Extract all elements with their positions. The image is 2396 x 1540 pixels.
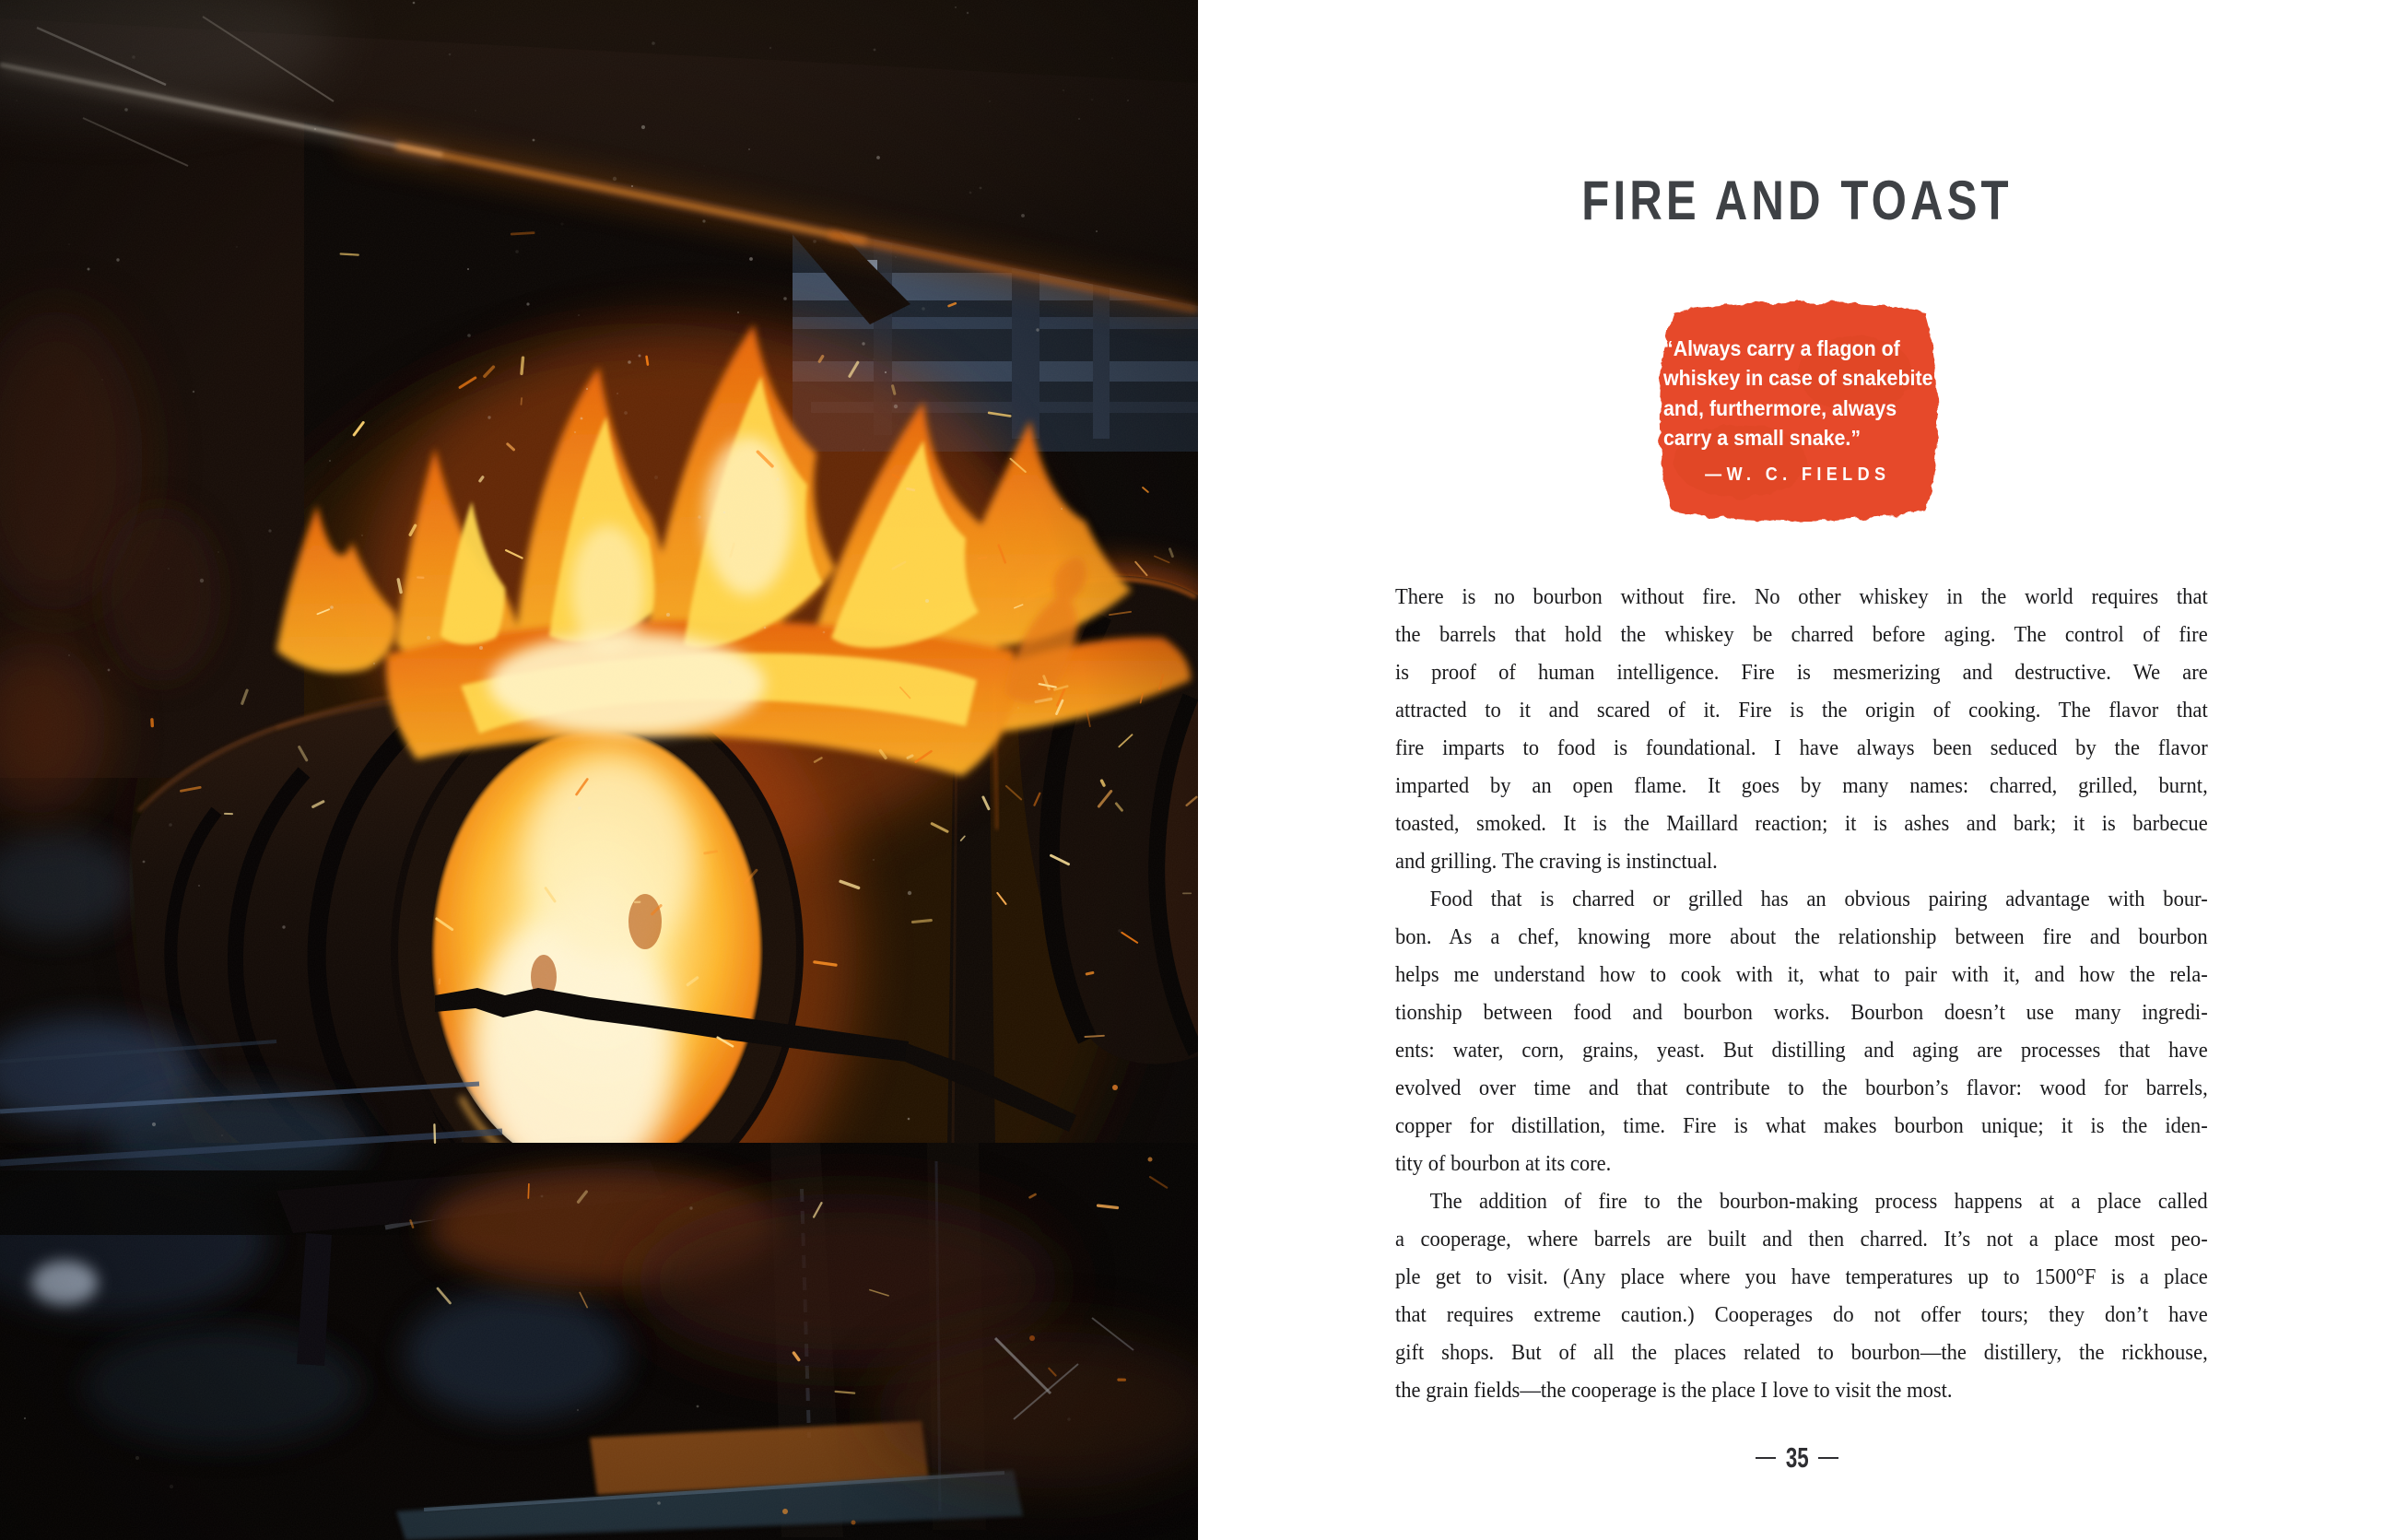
text-page	[1198, 0, 2396, 1540]
body-line: ents: water, corn, grains, yeast. But distilling and aging are processes that have	[1395, 1039, 2208, 1063]
body-line: tionship between food and bourbon works. Bourbon doesn’t use many ingredi-	[1395, 1001, 2208, 1025]
body-text	[1395, 579, 2208, 1410]
body-line: evolved over time and that contribute to the bourbon’s flavor: wood for barrels,	[1395, 1076, 2208, 1100]
body-line: and grilling. The craving is instinctual.	[1395, 850, 1718, 874]
quote-line: and, furthermore, always	[1662, 395, 1897, 420]
body-line: is proof of human intelligence. Fire is mesmerizing and destructive. We are	[1395, 661, 2208, 685]
paragraph	[1395, 881, 2208, 1183]
body-line: toasted, smoked. It is the Maillard reaction; it is ashes and bark; it is barbecue	[1395, 812, 2208, 836]
body-line: a cooperage, where barrels are built and then charred. It’s not a place most peo-	[1395, 1228, 2208, 1252]
quote-content	[1642, 293, 1954, 525]
body-line: attracted to it and scared of it. Fire is the origin of cooking. The flavor that	[1395, 699, 2208, 723]
body-line: the grain fields—the cooperage is the place I love to visit the most.	[1395, 1379, 1953, 1403]
body-line: Food that is charred or grilled has an obvious pairing advantage with bour-	[1429, 888, 2208, 911]
quote-box	[1642, 293, 1954, 535]
paragraph	[1395, 579, 2208, 881]
body-line: imparted by an open flame. It goes by many names: charred, grilled, burnt,	[1395, 774, 2208, 798]
page-number-folio	[1198, 1443, 2396, 1472]
paragraph	[1395, 1183, 2208, 1410]
folio-rule-left	[1756, 1457, 1776, 1459]
chapter-title: FIRE AND TOAST	[1581, 170, 2013, 231]
body-line: fire imparts to food is foundational. I have always been seduced by the flavor	[1395, 736, 2208, 760]
quote-line: whiskey in case of snakebite	[1662, 366, 1933, 390]
body-line: bon. As a chef, knowing more about the relationship between fire and bourbon	[1395, 925, 2208, 949]
quote-attribution: —W. C. FIELDS	[1705, 464, 1891, 485]
body-line: tity of bourbon at its core.	[1395, 1152, 1612, 1176]
body-line: the barrels that hold the whiskey be charred before aging. The control of fire	[1395, 623, 2208, 647]
body-line: helps me understand how to cook with it, what to pair with it, and how the rela-	[1395, 963, 2208, 987]
body-line: ple get to visit. (Any place where you have temperatures up to 1500°F is a place	[1395, 1265, 2208, 1289]
quote-line: “Always carry a flagon of	[1662, 335, 1900, 360]
quote-line: carry a small snake.”	[1662, 426, 1861, 450]
folio-rule-right	[1818, 1457, 1838, 1459]
body-line: The addition of fire to the bourbon-making process happens at a place called	[1429, 1190, 2208, 1214]
body-line: copper for distillation, time. Fire is what makes bourbon unique; it is the iden-	[1395, 1114, 2208, 1138]
quote-text	[1653, 334, 1943, 453]
page-number: 35	[1785, 1441, 1809, 1474]
body-line: that requires extreme caution.) Cooperages do not offer tours; they don’t have	[1395, 1303, 2208, 1327]
body-line: gift shops. But of all the places related to bourbon—the distillery, the rickhouse,	[1395, 1341, 2208, 1365]
body-line: There is no bourbon without fire. No other whiskey in the world requires that	[1395, 585, 2208, 609]
